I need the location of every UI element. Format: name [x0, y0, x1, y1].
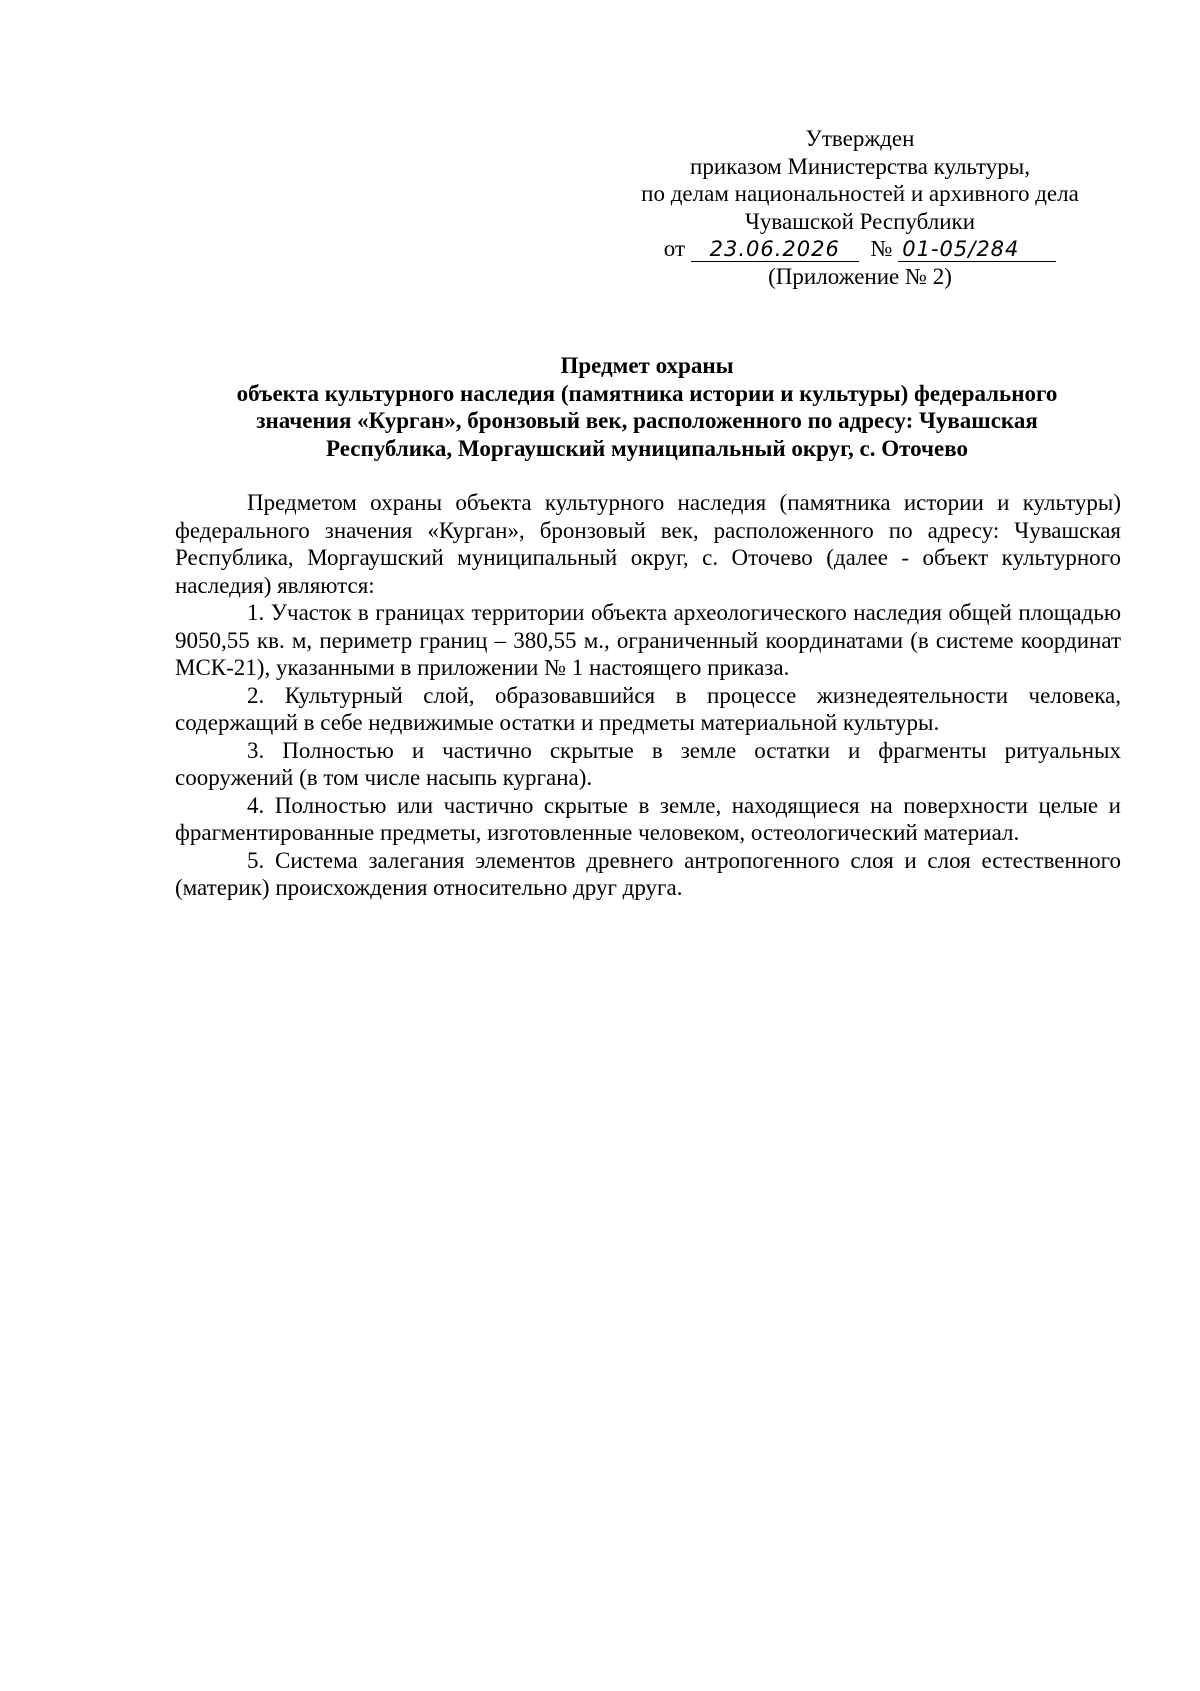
list-item: 1. Участок в границах территории объекта археологического наследия общей площадью 9050,55 кв. м, периметр границ – 380,55 м., ограниченный координатами (в системе координат МСК-21), указанными в приложении № 1 настоящего приказа. [175, 600, 1121, 680]
title-line-2: объекта культурного наследия (памятника истории и культуры) федерального [236, 380, 1058, 406]
title-line-4: Республика, Моргаушский муниципальный округ, с. Оточево [326, 435, 968, 461]
date-prefix: от [663, 236, 686, 261]
list-item: 2. Культурный слой, образовавшийся в процессе жизнедеятельности человека, содержащий в себе недвижимые остатки и предметы материальной культуры. [175, 682, 1121, 735]
approval-ministry-line: по делам национальностей и архивного дела [641, 181, 1079, 206]
document-title [172, 352, 1122, 462]
list-item: 4. Полностью или частично скрытые в земле, находящиеся на поверхности целые и фрагментированные предметы, изготовленные человеком, остеологический материал. [175, 792, 1121, 845]
intro-paragraph: Предметом охраны объекта культурного наследия (памятника истории и культуры) федерального значения «Курган», бронзовый век, расположенного по адресу: Чувашская Республика, Моргаушский муниципальный округ, с. Оточево (далее - объект культурного наследия) являются: [175, 490, 1121, 598]
list-item: 5. Система залегания элементов древнего антропогенного слоя и слоя естественного (материк) происхождения относительно друг друга. [175, 847, 1121, 900]
title-line-3: значения «Курган», бронзовый век, расположенного по адресу: Чувашская [256, 408, 1038, 433]
handwritten-number: 01-05/284 [898, 237, 1056, 262]
approval-status: Утвержден [805, 126, 915, 151]
number-prefix: № [870, 236, 893, 261]
handwritten-date: 23.06.2026 [691, 237, 859, 262]
document-body [175, 489, 1121, 902]
title-line-1: Предмет охраны [560, 353, 734, 378]
date-number-row [600, 235, 1120, 263]
approval-region-line: Чувашской Республики [744, 208, 976, 234]
appendix-label: (Приложение № 2) [768, 263, 952, 289]
approval-order-line: приказом Министерства культуры, [690, 153, 1030, 179]
approval-block [600, 125, 1120, 290]
list-item: 3. Полностью и частично скрытые в земле остатки и фрагменты ритуальных сооружений (в том числе насыпь кургана). [175, 737, 1121, 790]
